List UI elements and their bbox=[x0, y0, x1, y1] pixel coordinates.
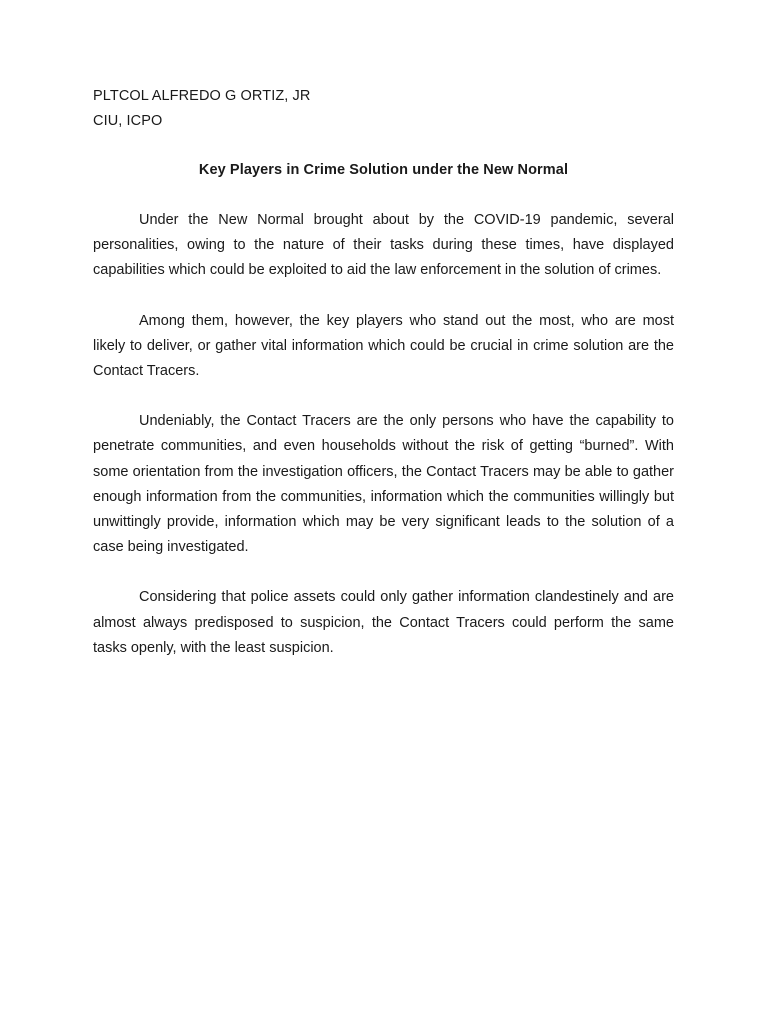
paragraph-4: Considering that police assets could only gather information clandestinely and are almost always predisposed to suspicion, the Contact Tracers could perform the same tasks openly, with the least suspicion. bbox=[93, 589, 674, 656]
author-unit: CIU, ICPO bbox=[93, 113, 163, 129]
paragraph-2: Among them, however, the key players who stand out the most, who are most likely to deliver, or gather vital information which could be crucial in crime solution are the Contact Tracers. bbox=[93, 312, 674, 380]
author-name: PLTCOL ALFREDO G ORTIZ, JR bbox=[93, 88, 311, 104]
document-title: Key Players in Crime Solution under the New Normal bbox=[198, 162, 569, 178]
document-body bbox=[93, 84, 674, 661]
paragraph-3: Undeniably, the Contact Tracers are the only persons who have the capability to penetrate communities, and even households without the risk of getting “burned”. With some orientation from the investigation officers, the Contact Tracers may be able to gather enough information from the communities, information which the communities willingly but unwittingly provide, information which may be very significant leads to the solution of a case being investigated. bbox=[93, 413, 674, 556]
paragraph-1: Under the New Normal brought about by the COVID-19 pandemic, several personalities, owing to the nature of their tasks during these times, have displayed capabilities which could be exploited to aid the law enforcement in the solution of crimes. bbox=[93, 212, 674, 279]
